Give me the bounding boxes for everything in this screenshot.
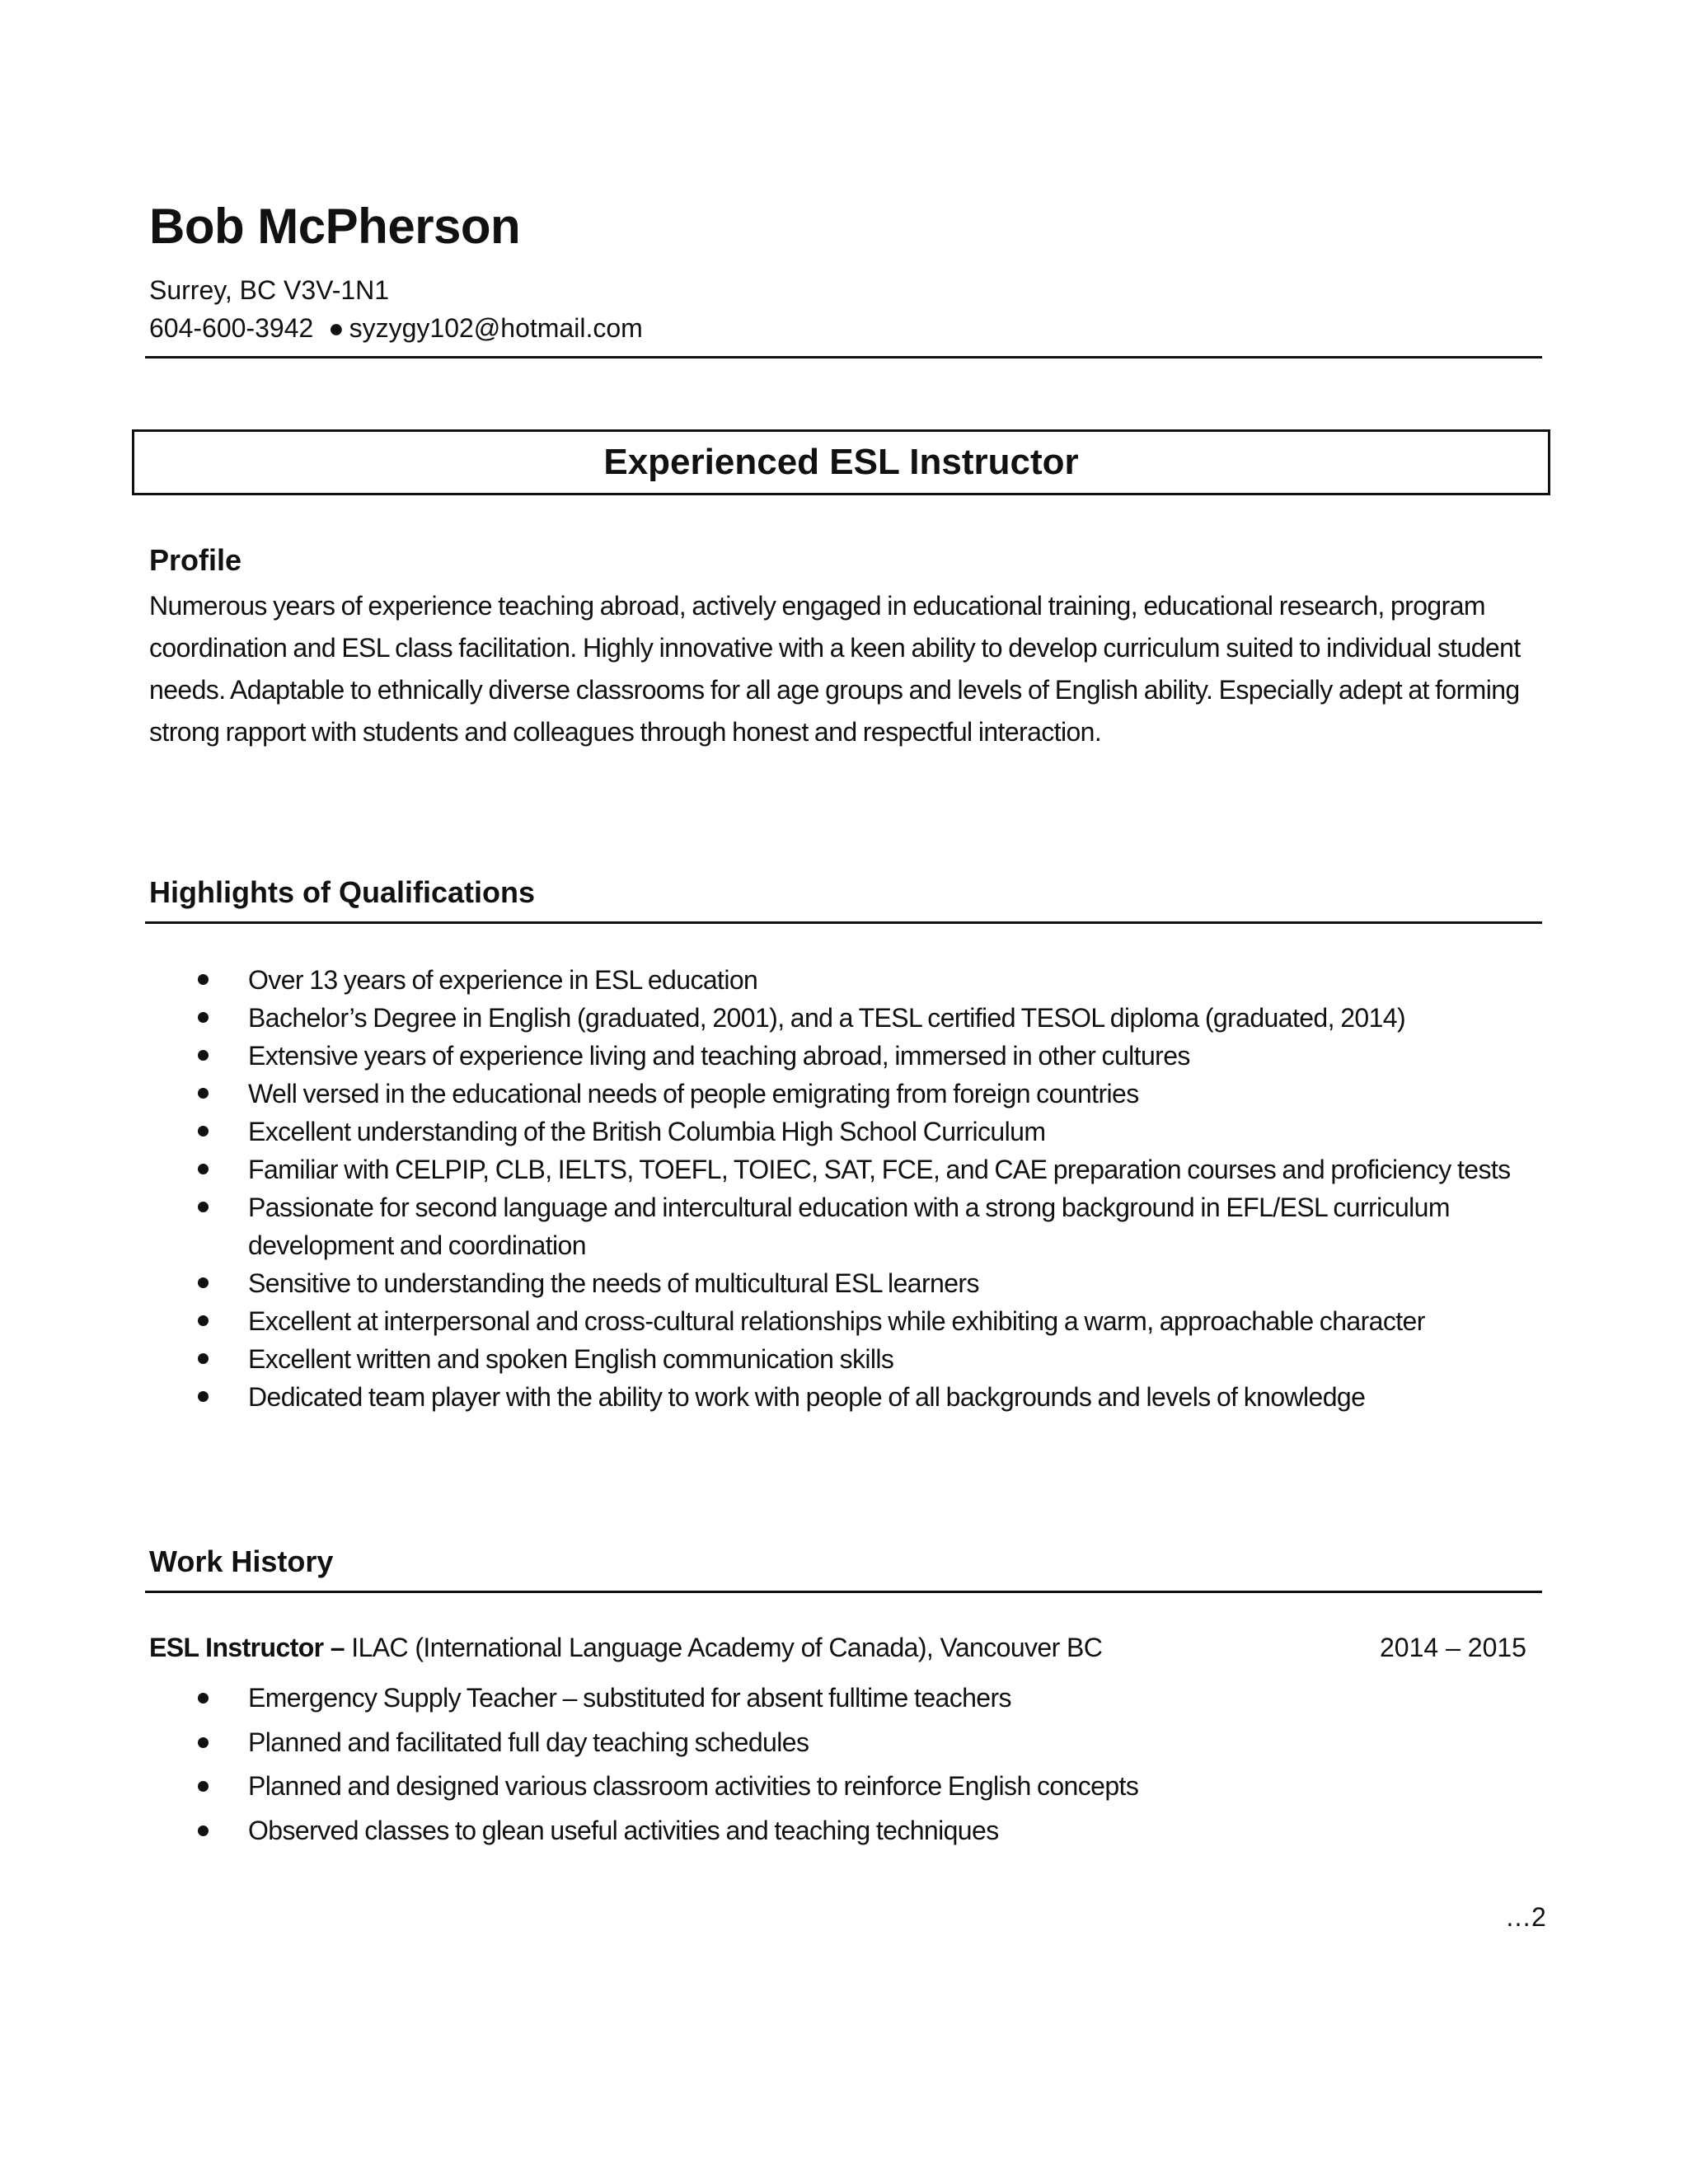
- list-item: Familiar with CELPIP, CLB, IELTS, TOEFL, TOIEC, SAT, FCE, and CAE preparation courses and proficiency tests: [0, 1151, 1534, 1188]
- email-address: syzygy102@hotmail.com: [349, 313, 643, 343]
- bullet-icon: [198, 1693, 209, 1704]
- list-item: Bachelor’s Degree in English (graduated, 2001), and a TESL certified TESOL diploma (graduated, 2014): [0, 999, 1534, 1037]
- job-employer: ILAC (International Language Academy of Canada), Vancouver BC: [351, 1633, 1103, 1662]
- list-item: Excellent at interpersonal and cross-cultural relationships while exhibiting a warm, approachable character: [0, 1302, 1534, 1340]
- profile-text: Numerous years of experience teaching abroad, actively engaged in educational training, educational research, program coordination and ESL class facilitation. Highly innovative with a keen ability to develop curriculum suited to individual student needs. Adaptable to ethnically diverse classrooms for all age groups and levels of English ability. Especially adept at forming strong rapport with students and colleagues through honest and respectful interaction.: [149, 591, 1521, 747]
- bullet-icon: [198, 1088, 209, 1099]
- job-heading: [149, 1634, 1534, 1661]
- list-item: Extensive years of experience living and teaching abroad, immersed in other cultures: [0, 1037, 1534, 1075]
- list-item: Observed classes to glean useful activities and teaching techniques: [0, 1809, 1534, 1854]
- bullet-separator: ●: [328, 313, 345, 343]
- bullet-icon: [198, 1825, 209, 1836]
- list-item: Emergency Supply Teacher – substituted for absent fulltime teachers: [0, 1676, 1534, 1721]
- contact-line: [149, 315, 643, 341]
- bullet-icon: [198, 1781, 209, 1792]
- bullet-icon: [198, 1126, 209, 1137]
- list-item: Excellent understanding of the British Columbia High School Curriculum: [0, 1113, 1534, 1151]
- profile-heading: Profile: [149, 543, 242, 577]
- qualifications-divider: [145, 921, 1542, 924]
- bullet-icon: [198, 1315, 209, 1326]
- bullet-icon: [198, 1277, 209, 1288]
- list-item: Sensitive to understanding the needs of multicultural ESL learners: [0, 1264, 1534, 1302]
- list-item: Dedicated team player with the ability to work with people of all backgrounds and levels of knowledge: [0, 1378, 1534, 1416]
- list-item: Passionate for second language and intercultural education with a strong background in EFL/ESL curriculum development and coordination: [0, 1188, 1534, 1264]
- address: Surrey, BC V3V-1N1: [149, 275, 390, 305]
- job-duties-list: [0, 1676, 1534, 1853]
- bullet-icon: [198, 1391, 209, 1402]
- bullet-icon: [198, 1737, 209, 1748]
- bullet-icon: [198, 1050, 209, 1061]
- bullet-icon: [198, 1012, 209, 1023]
- job-dates: 2014 – 2015: [1380, 1633, 1526, 1662]
- qualifications-list: [0, 961, 1534, 1416]
- resume-title: Experienced ESL Instructor: [132, 429, 1550, 495]
- bullet-icon: [198, 1353, 209, 1364]
- list-item: Excellent written and spoken English communication skills: [0, 1340, 1534, 1378]
- list-item: Planned and facilitated full day teaching schedules: [0, 1721, 1534, 1765]
- header-divider: [145, 356, 1542, 359]
- applicant-name: Bob McPherson: [149, 199, 521, 254]
- job-title: ESL Instructor –: [149, 1633, 345, 1662]
- bullet-icon: [198, 974, 209, 985]
- work-history-divider: [145, 1591, 1542, 1593]
- page-continuation-marker: …2: [1505, 1902, 1546, 1932]
- list-item: Planned and designed various classroom activities to reinforce English concepts: [0, 1765, 1534, 1809]
- bullet-icon: [198, 1202, 209, 1212]
- bullet-icon: [198, 1164, 209, 1174]
- list-item: Well versed in the educational needs of people emigrating from foreign countries: [0, 1075, 1534, 1113]
- qualifications-heading: Highlights of Qualifications: [149, 875, 535, 909]
- list-item: Over 13 years of experience in ESL education: [0, 961, 1534, 999]
- phone-number: 604-600-3942: [149, 313, 314, 343]
- work-history-heading: Work History: [149, 1544, 334, 1578]
